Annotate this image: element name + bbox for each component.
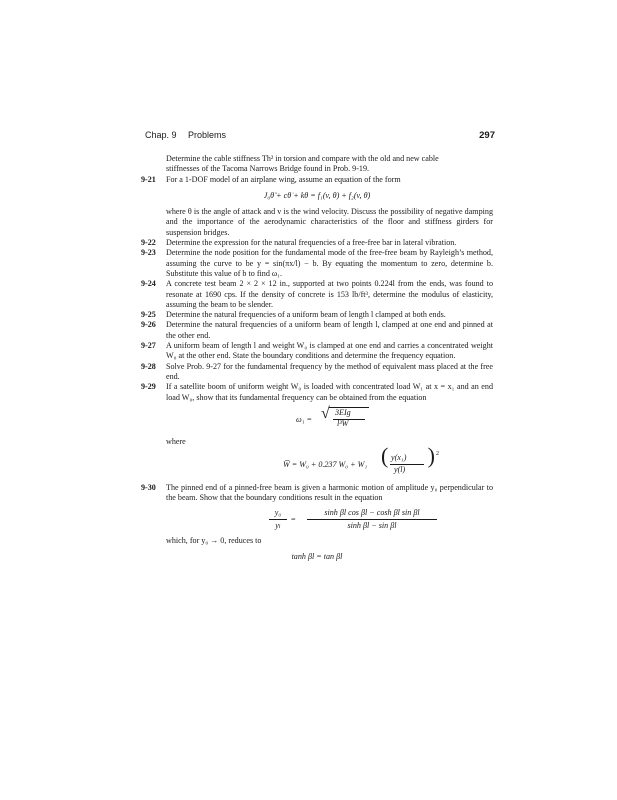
- section-title: Problems: [188, 130, 227, 140]
- sqrt-expression: [321, 404, 369, 431]
- problem-text: Determine the natural frequencies of a uniform beam of length l clamped at both ends.: [166, 310, 446, 320]
- problem-text: A uniform beam of length l and weight W₀ is clamped at one end and carries a concentrated weight W₀ at the other end. State the boundary conditions and determine the frequency equation.: [166, 341, 493, 361]
- sqrt-numerator: 3EIg: [335, 407, 351, 417]
- radical-sign: √: [321, 404, 330, 422]
- ratio-denominator: y(l): [394, 465, 406, 475]
- problem-number: 9-29: [141, 382, 156, 392]
- problem-text: Determine the node position for the fundamental mode of the free-free beam by Rayleigh’s method, assuming the curve to be y = sin(πx/l) − b. By equating the momentum to zero, determine b. Substitute this value of b to find ω₁.: [166, 248, 493, 278]
- problem-text: Solve Prob. 9-27 for the fundamental frequency by the method of equivalent mass placed at the free end.: [166, 361, 493, 381]
- problem-9-27: [141, 341, 493, 362]
- problem-9-24: [141, 279, 493, 310]
- problem-9-28: [141, 362, 493, 383]
- equivalent-weight-formula: [141, 443, 493, 479]
- omega-label: ω₁ =: [296, 414, 313, 424]
- problem-number: 9-25: [141, 310, 156, 320]
- problem-number: 9-23: [141, 248, 156, 258]
- problem-text: If a satellite boom of uniform weight W₀ is loaded with concentrated load W₁ at x = x₁ and an end load W₀, show that its fundamental frequency can be obtained from the equation: [166, 382, 493, 402]
- problem-9-30: [141, 483, 493, 504]
- equals-sign: =: [291, 514, 296, 524]
- ratio-numerator: y(x₁): [391, 453, 407, 463]
- problem-number: 9-27: [141, 341, 156, 351]
- problem-text: A concrete test beam 2 × 2 × 12 in., supported at two points 0.224l from the ends, was found to resonate at 1690 cps. If the density of concrete is 153 lb/ft³, determine the modulus of elasticity, assuming the beam to be slender.: [166, 279, 493, 309]
- problem-text: Determine the expression for the natural frequencies of a free-free bar in lateral vibration.: [166, 238, 457, 248]
- exponent: 2: [436, 451, 439, 458]
- problem-9-25: [141, 310, 493, 320]
- where-label: where: [166, 436, 186, 446]
- problem-number: 9-30: [141, 483, 156, 493]
- page-body: [141, 154, 493, 568]
- problem-number: 9-21: [141, 174, 156, 184]
- problem-9-23: [141, 248, 493, 279]
- continuation-text: Determine the cable stiffness Th² in torsion and compare with the old and new cable stiffnesses of the Tacoma Narrows Bridge found in Prob. 9-19.: [166, 154, 439, 174]
- frequency-formula: [141, 404, 493, 433]
- problem-text: The pinned end of a pinned-free beam is given a harmonic motion of amplitude y₀ perpendicular to the beam. Show that the boundary conditions result in the equation: [166, 483, 493, 503]
- which-text: which, for y₀ → 0, reduces to: [166, 535, 262, 545]
- problem-9-21-cont: [141, 207, 493, 238]
- problem-text: where θ is the angle of attack and v is the wind velocity. Discuss the possibility of negative damping and the importance of the aerodynamic characteristics of the floor and stiffness girders for suspension bridges.: [166, 207, 493, 237]
- page-header: [145, 130, 495, 144]
- problem-text: Determine the natural frequencies of a uniform beam of length l, clamped at one end and pinned at the other end.: [166, 320, 493, 340]
- chapter-label: Chap. 9: [145, 130, 177, 140]
- final-equation: tanh βl = tan βl: [291, 552, 343, 562]
- equivalent-weight: W̅ = W₀ + 0.237 W₀ + W₁: [283, 460, 368, 470]
- problem-number: 9-24: [141, 279, 156, 289]
- problem-9-29: [141, 382, 493, 403]
- problem-9-22: [141, 238, 493, 248]
- problem-number: 9-22: [141, 238, 156, 248]
- problem-number: 9-26: [141, 320, 156, 330]
- problem-text: For a 1-DOF model of an airplane wing, assume an equation of the form: [166, 174, 401, 184]
- equation-wing: J₀θ̈ + cθ̇ + kθ = f₁(v, θ) + f₂(v, θ̇): [263, 190, 371, 200]
- hyperbolic-ratio: sinh βl cos βl − cosh βl sin βl sinh βl − sin βl: [307, 508, 437, 532]
- page-number: 297: [479, 130, 495, 141]
- boundary-equation: [141, 508, 493, 532]
- problem-number: 9-28: [141, 361, 156, 371]
- problem-9-26: [141, 320, 493, 341]
- deflection-ratio: ( y(x₁) y(l) ) 2: [381, 443, 439, 475]
- amplitude-ratio: y₀ yₗ: [269, 508, 287, 532]
- problem-9-21: [141, 175, 493, 185]
- sqrt-denominator: l³W̅: [337, 418, 349, 428]
